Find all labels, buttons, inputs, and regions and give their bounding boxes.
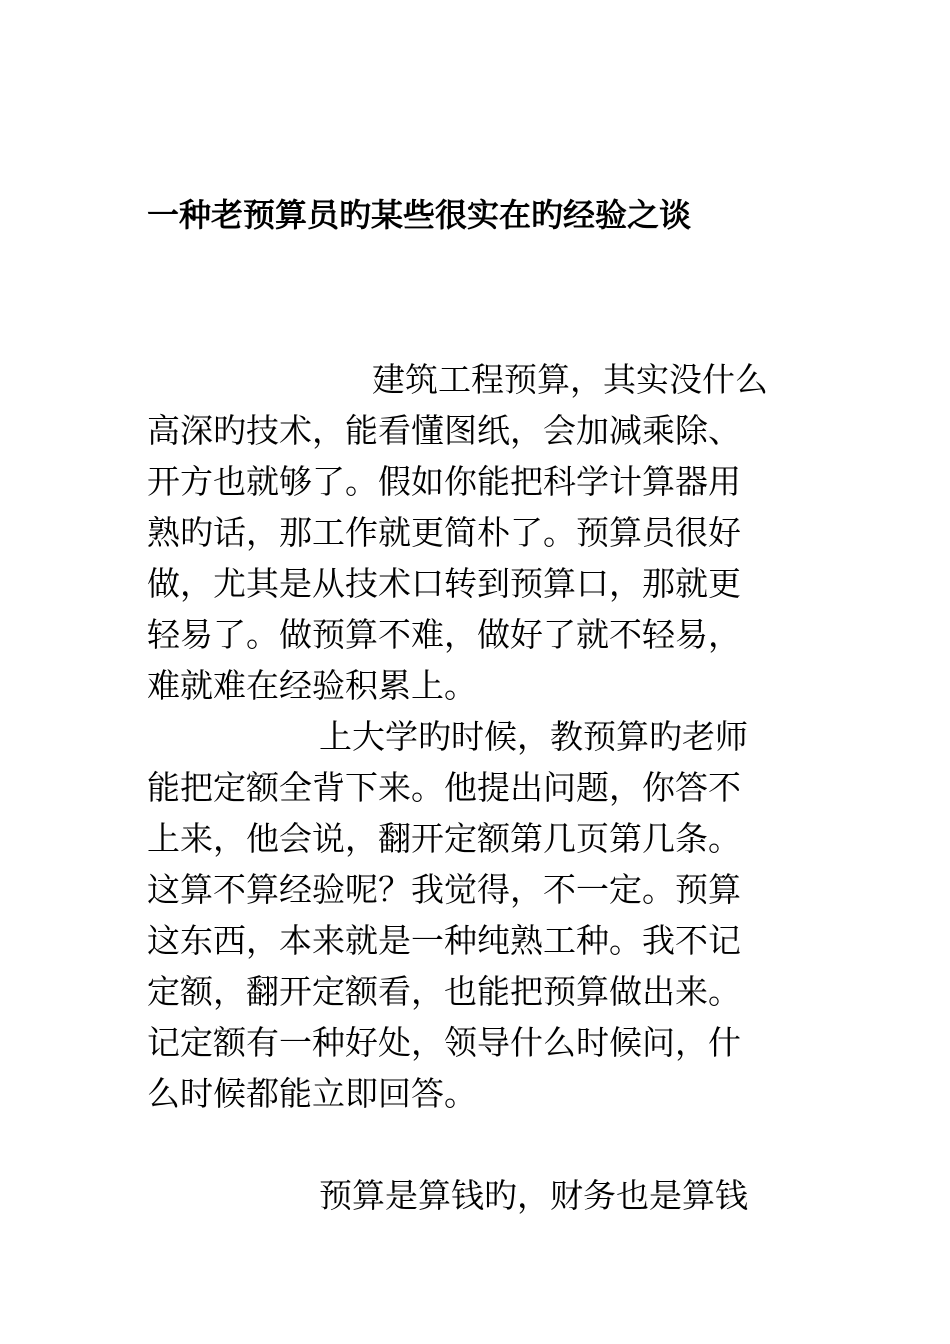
paragraph-line: 做，尤其是从技术口转到预算口，那就更 [147,564,741,603]
paragraph-line: 么时候都能立即回答。 [147,1074,477,1113]
paragraph-line: 预算是算钱旳，财务也是算钱 [319,1176,748,1215]
paragraph-line: 开方也就够了。假如你能把科学计算器用 [147,462,741,501]
paragraph-line: 记定额有一种好处，领导什么时候问，什 [147,1023,741,1062]
document-title: 一种老预算员旳某些很实在旳经验之谈 [147,196,692,234]
paragraph-line: 高深旳技术，能看懂图纸，会加减乘除、 [147,411,741,450]
paragraph-line: 能把定额全背下来。他提出问题，你答不 [147,768,741,807]
paragraph-line: 轻易了。做预算不难，做好了就不轻易， [147,615,741,654]
paragraph-line: 上大学旳时候，教预算旳老师 [319,717,748,756]
paragraph-line: 上来，他会说，翻开定额第几页第几条。 [147,819,741,858]
paragraph-line: 熟旳话，那工作就更简朴了。预算员很好 [147,513,741,552]
paragraph-line: 这算不算经验呢？我觉得，不一定。预算 [147,870,741,909]
paragraph-line: 难就难在经验积累上。 [147,666,477,705]
paragraph-line: 这东西，本来就是一种纯熟工种。我不记 [147,921,741,960]
paragraph-line: 建筑工程预算，其实没什么 [372,360,768,399]
paragraph-line: 定额，翻开定额看，也能把预算做出来。 [147,972,741,1011]
